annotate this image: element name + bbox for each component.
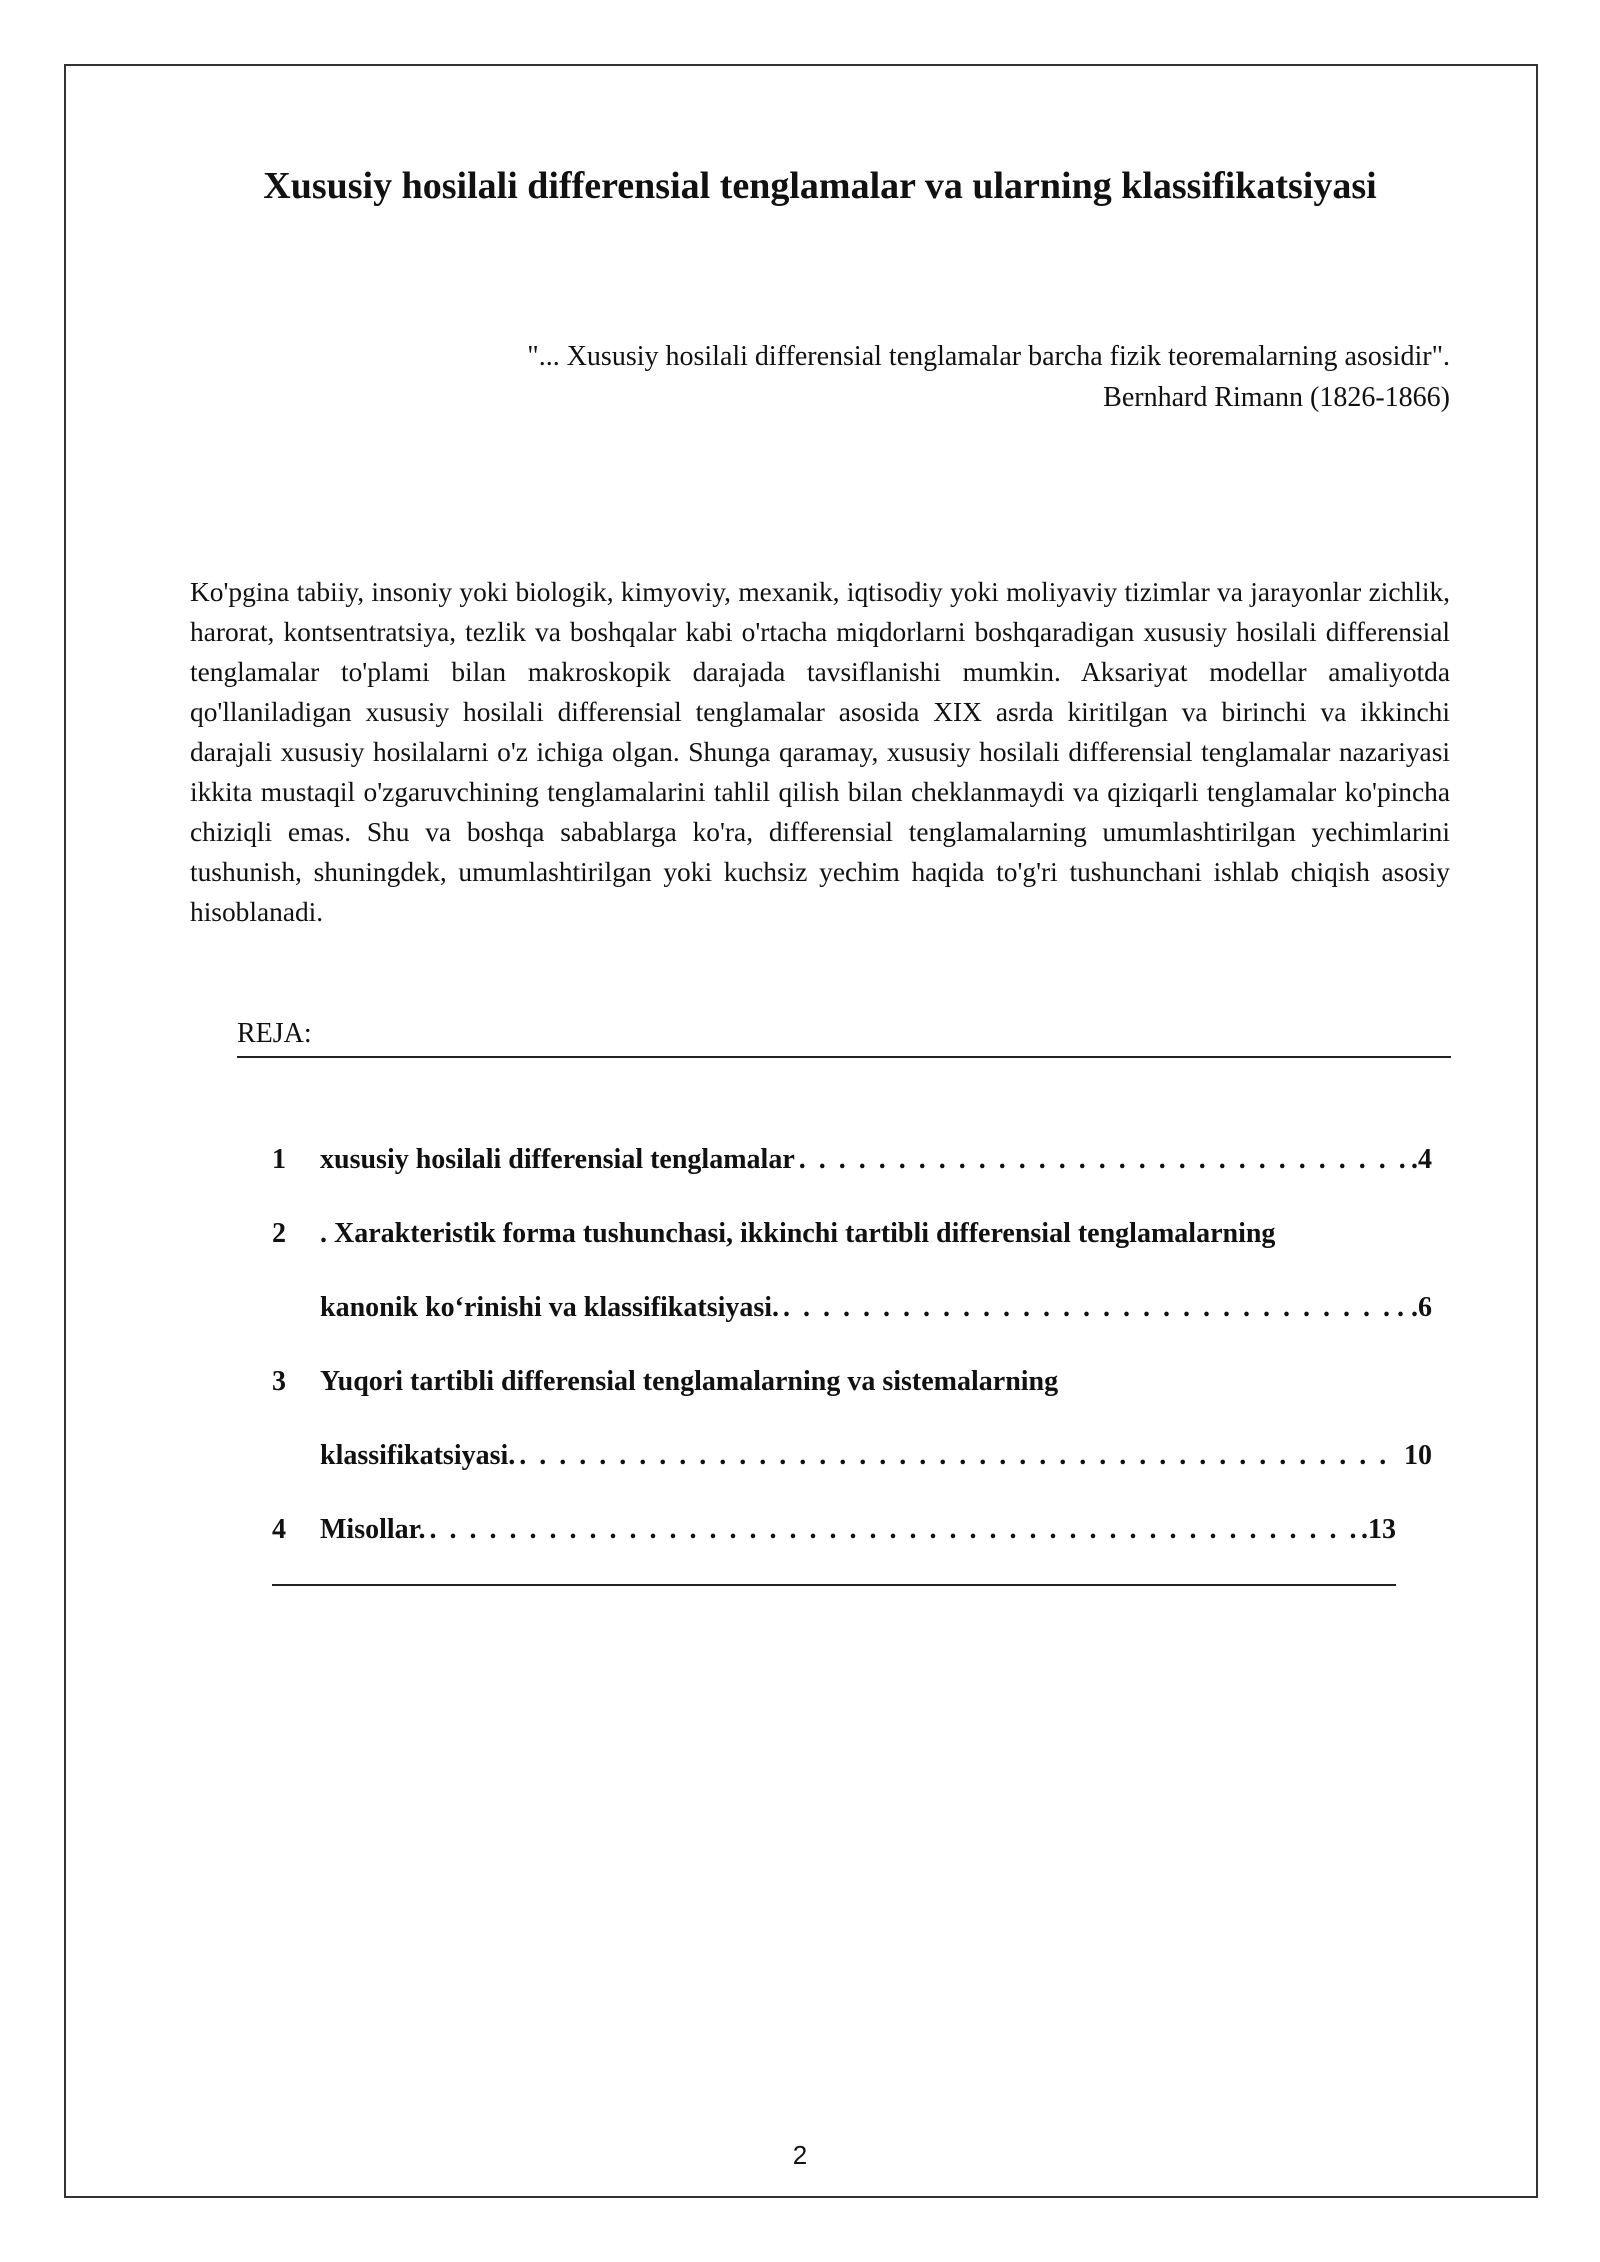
toc-item-2[interactable]	[272, 1214, 1432, 1362]
toc-item-page: .13	[1361, 1514, 1396, 1545]
toc-dot-leader	[430, 1510, 1357, 1550]
toc-dot-leader	[783, 1288, 1393, 1328]
toc-item-number: 4	[272, 1514, 286, 1545]
epigraph-author: Bernhard Rimann (1826-1866)	[1103, 382, 1450, 413]
toc-item-title: . Xarakteristik forma tushunchasi, ikkinchi tartibli differensial tenglamalarning	[320, 1218, 1276, 1249]
toc-item-title: Misollar.	[320, 1514, 426, 1545]
reja-label: REJA:	[237, 1014, 1451, 1058]
toc-item-page: . .6	[1397, 1292, 1432, 1323]
toc-item-number: 1	[272, 1144, 286, 1175]
table-of-contents	[272, 1140, 1432, 1586]
toc-dot-leader	[799, 1140, 1407, 1180]
page-number: 2	[792, 2140, 808, 2170]
toc-item-title-continued: klassifikatsiyasi.	[320, 1440, 516, 1471]
toc-item-page: 10	[1404, 1440, 1432, 1471]
toc-item-number: 3	[272, 1366, 286, 1397]
toc-dot-leader	[519, 1436, 1400, 1476]
epigraph-quote: "... Xususiy hosilali differensial tenglamalar barcha fizik teoremalarning asosidir".	[527, 341, 1450, 372]
body-paragraph: Ko'pgina tabiiy, insoniy yoki biologik, kimyoviy, mexanik, iqtisodiy yoki moliyaviy tizimlar va jarayonlar zichlik, harorat, kontsentratsiya, tezlik va boshqalar kabi o'rtacha miqdorlarni boshqaradigan xususiy hosilali differensial tenglamalar to'plami bilan makroskopik darajada tavsiflanishi mumkin. Aksariyat modellar amaliyotda qo'llaniladigan xususiy hosilali differensial tenglamalar asosida XIX asrda kiritilgan va birinchi va ikkinchi darajali xususiy hosilalarni o'z ichiga olgan. Shunga qaramay, xususiy hosilali differensial tenglamalar nazariyasi ikkita mustaqil o'zgaruvchining tenglamalarini tahlil qilish bilan cheklanmaydi va qiziqarli tenglamalar ko'pincha chiziqli emas. Shu va boshqa sabablarga ko'ra, differensial tenglamalarning umumlashtirilgan yechimlarini tushunish, shuningdek, umumlashtirilgan yoki kuchsiz yechim haqida to'g'ri tushunchani ishlab chiqish asosiy hisoblanadi.	[190, 577, 1450, 927]
document-title: Xususiy hosilali differensial tenglamalar va ularning klassifikatsiyasi	[263, 165, 1377, 207]
toc-item-title: xususiy hosilali differensial tenglamalar	[320, 1144, 795, 1175]
toc-item-title: Yuqori tartibli differensial tenglamalarning va sistemalarning	[320, 1366, 1059, 1397]
toc-item-title-continued: kanonik ko‘rinishi va klassifikatsiyasi.	[320, 1292, 780, 1323]
toc-item-page: .4	[1411, 1144, 1432, 1175]
toc-item-4[interactable]	[272, 1510, 1432, 1586]
epigraph	[300, 336, 1450, 418]
toc-item-3[interactable]	[272, 1362, 1432, 1510]
toc-item-1[interactable]	[272, 1140, 1432, 1214]
toc-item-number: 2	[272, 1218, 286, 1249]
